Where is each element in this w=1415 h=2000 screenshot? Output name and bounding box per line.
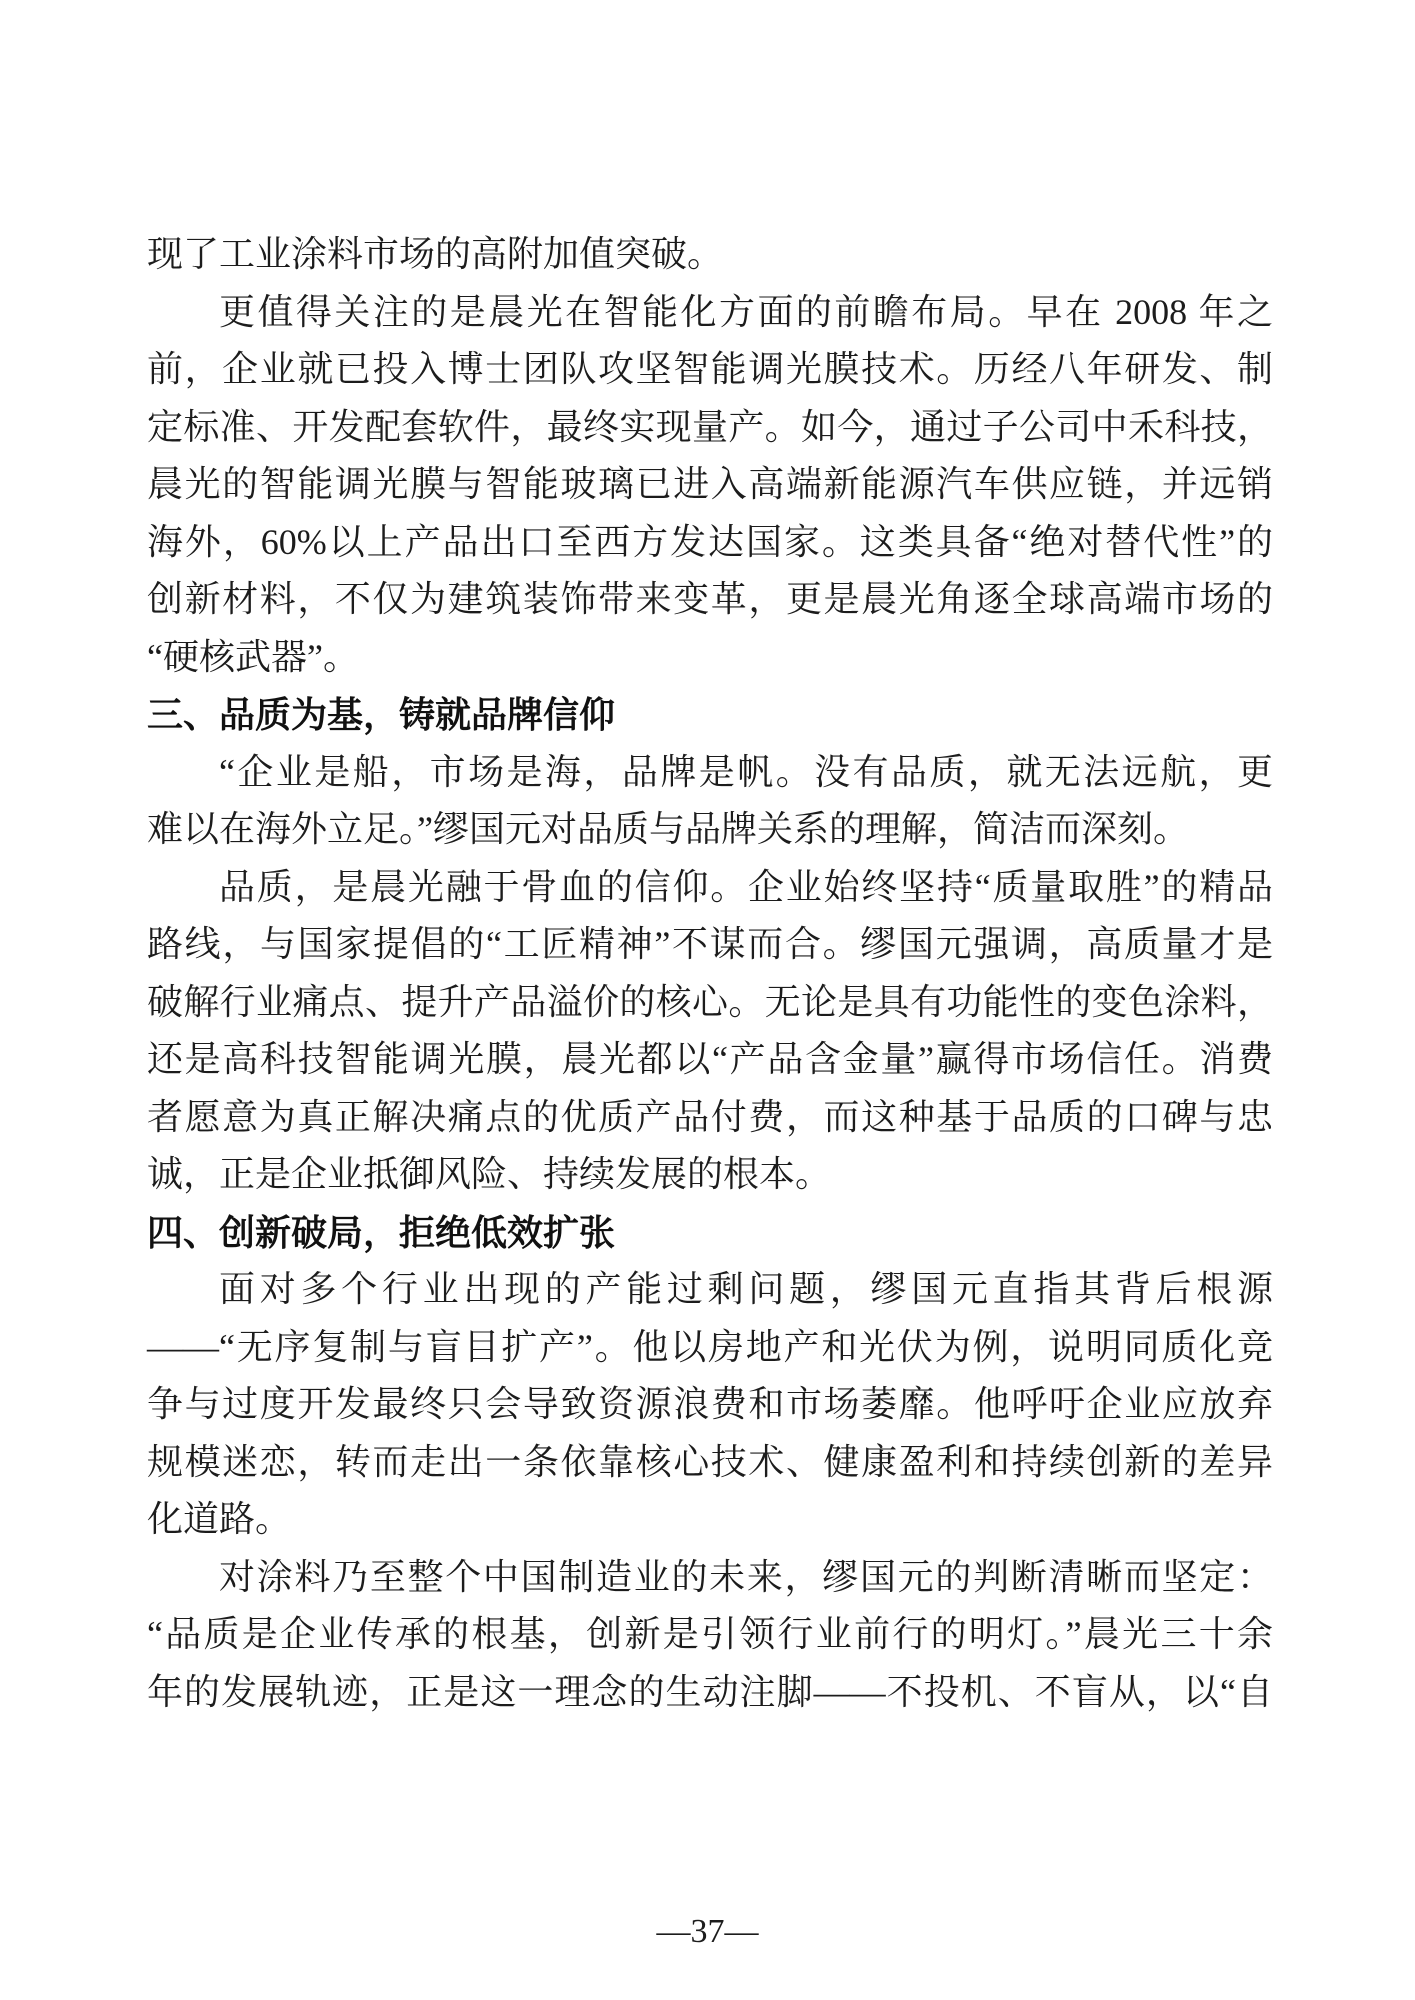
text-line: 规模迷恋，转而走出一条依靠核心技术、健康盈利和持续创新的差异: [147, 1441, 1273, 1482]
section-heading: 三、品质为基，铸就品牌信仰: [147, 694, 616, 735]
text-line: 前，企业就已投入博士团队攻坚智能调光膜技术。历经八年研发、制: [147, 349, 1273, 389]
text-line: “硬核武器”。: [147, 636, 359, 677]
text-line: 路线，与国家提倡的“工匠精神”不谋而合。缪国元强调，高质量才是: [147, 924, 1273, 964]
text-line: 者愿意为真正解决痛点的优质产品付费，而这种基于品质的口碑与忠: [147, 1096, 1273, 1137]
text-line: 晨光的智能调光膜与智能玻璃已进入高端新能源汽车供应链，并远销: [147, 464, 1273, 504]
text-line: 难以在海外立足。”缪国元对品质与品牌关系的理解，简洁而深刻。: [147, 809, 1189, 849]
text-line: 对涂料乃至整个中国制造业的未来，缪国元的判断清晰而坚定：: [219, 1556, 1273, 1597]
text-line: 创新材料，不仅为建筑装饰带来变革，更是晨光角逐全球高端市场的: [147, 579, 1273, 619]
text-line: 年的发展轨迹，正是这一理念的生动注脚——不投机、不盲从，以“自: [147, 1671, 1273, 1712]
text-line: 定标准、开发配套软件，最终实现量产。如今，通过子公司中禾科技，: [147, 406, 1273, 447]
text-line: “企业是船，市场是海，品牌是帆。没有品质，就无法远航，更: [219, 751, 1273, 792]
text-line: 破解行业痛点、提升产品溢价的核心。无论是具有功能性的变色涂料，: [147, 981, 1273, 1022]
section-heading: 四、创新破局，拒绝低效扩张: [147, 1211, 616, 1253]
text-line: “品质是企业传承的根基，创新是引领行业前行的明灯。”晨光三十余: [147, 1614, 1273, 1654]
text-line: 诚，正是企业抵御风险、持续发展的根本。: [147, 1154, 832, 1194]
text-line: 还是高科技智能调光膜，晨光都以“产品含金量”赢得市场信任。消费: [147, 1039, 1273, 1079]
text-line: 品质，是晨光融于骨血的信仰。企业始终坚持“质量取胜”的精品: [219, 866, 1273, 907]
document-body: [147, 226, 1273, 1721]
text-line: 面对多个行业出现的产能过剩问题，缪国元直指其背后根源: [219, 1269, 1273, 1309]
text-line: 现了工业涂料市场的高附加值突破。: [147, 234, 724, 274]
text-line: 更值得关注的是晨光在智能化方面的前瞻布局。早在 2008 年之: [219, 291, 1273, 332]
page-number: —37—: [656, 1913, 759, 1950]
text-line: 争与过度开发最终只会导致资源浪费和市场萎靡。他呼吁企业应放弃: [147, 1384, 1273, 1424]
text-line: 海外，60%以上产品出口至西方发达国家。这类具备“绝对替代性”的: [147, 521, 1273, 562]
text-line: 化道路。: [147, 1499, 292, 1539]
text-line: ——“无序复制与盲目扩产”。他以房地产和光伏为例，说明同质化竞: [147, 1326, 1273, 1367]
